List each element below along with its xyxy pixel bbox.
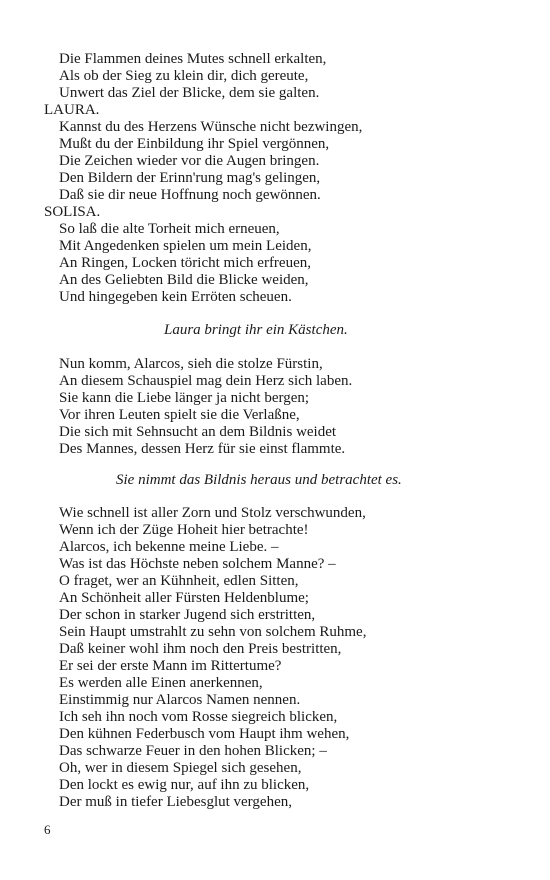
verse-line: Die Flammen deines Mutes schnell erkalten, [59, 51, 327, 67]
verse-line: O fraget, wer an Kühnheit, edlen Sitten, [59, 573, 299, 589]
verse-line: Der muß in tiefer Liebesglut vergehen, [59, 794, 292, 810]
stage-direction: Sie nimmt das Bildnis heraus und betrachtet es. [116, 472, 402, 488]
verse-line: Ich seh ihn noch vom Rosse siegreich blicken, [59, 709, 338, 725]
page-number: 6 [44, 822, 51, 837]
verse-line: Die sich mit Sehnsucht an dem Bildnis weidet [59, 424, 337, 440]
verse-line: Den kühnen Federbusch vom Haupt ihm wehen, [59, 726, 350, 742]
verse-line: Mußt du der Einbildung ihr Spiel vergönnen, [59, 136, 330, 152]
stage-direction: Laura bringt ihr ein Kästchen. [164, 322, 348, 338]
verse-line: Den lockt es ewig nur, auf ihn zu blicken, [59, 777, 310, 793]
speaker-name: LAURA. [44, 102, 100, 118]
verse-line: Die Zeichen wieder vor die Augen bringen. [59, 153, 320, 169]
verse-line: An Ringen, Locken töricht mich erfreuen, [59, 255, 311, 271]
verse-line: Mit Angedenken spielen um mein Leiden, [59, 238, 312, 254]
verse-line: Daß sie dir neue Hoffnung noch gewönnen. [59, 187, 321, 203]
verse-line: Sein Haupt umstrahlt zu sehn von solchem Ruhme, [59, 624, 367, 640]
verse-line: Des Mannes, dessen Herz für sie einst flammte. [59, 441, 346, 457]
verse-line: Und hingegeben kein Erröten scheuen. [59, 289, 292, 305]
verse-line: So laß die alte Torheit mich erneuen, [59, 221, 280, 237]
verse-line: Der schon in starker Jugend sich erstritten, [59, 607, 316, 623]
verse-line: Den Bildern der Erinn'rung mag's gelingen, [59, 170, 321, 186]
verse-line: Wie schnell ist aller Zorn und Stolz verschwunden, [59, 505, 366, 521]
verse-line: Daß keiner wohl ihm noch den Preis bestritten, [59, 641, 342, 657]
verse-line: Wenn ich der Züge Hoheit hier betrachte! [59, 522, 309, 538]
verse-line: Vor ihren Leuten spielt sie die Verlaßne, [59, 407, 300, 423]
verse-line: Als ob der Sieg zu klein dir, dich gereute, [59, 68, 309, 84]
verse-line: An diesem Schauspiel mag dein Herz sich laben. [59, 373, 353, 389]
verse-line: Das schwarze Feuer in den hohen Blicken; – [59, 743, 327, 759]
verse-line: Er sei der erste Mann im Rittertume? [59, 658, 282, 674]
verse-line: Sie kann die Liebe länger ja nicht bergen; [59, 390, 310, 406]
verse-line: Es werden alle Einen anerkennen, [59, 675, 263, 691]
verse-line: An Schönheit aller Fürsten Heldenblume; [59, 590, 309, 606]
verse-line: Kannst du des Herzens Wünsche nicht bezwingen, [59, 119, 363, 135]
verse-line: Oh, wer in diesem Spiegel sich gesehen, [59, 760, 302, 776]
verse-line: Alarcos, ich bekenne meine Liebe. – [59, 539, 279, 555]
speaker-name: SOLISA. [44, 204, 101, 220]
verse-line: Unwert das Ziel der Blicke, dem sie galten. [59, 85, 320, 101]
verse-line: Was ist das Höchste neben solchem Manne? – [59, 556, 336, 572]
verse-line: Nun komm, Alarcos, sieh die stolze Fürstin, [59, 356, 323, 372]
verse-line: Einstimmig nur Alarcos Namen nennen. [59, 692, 301, 708]
verse-line: An des Geliebten Bild die Blicke weiden, [59, 272, 309, 288]
